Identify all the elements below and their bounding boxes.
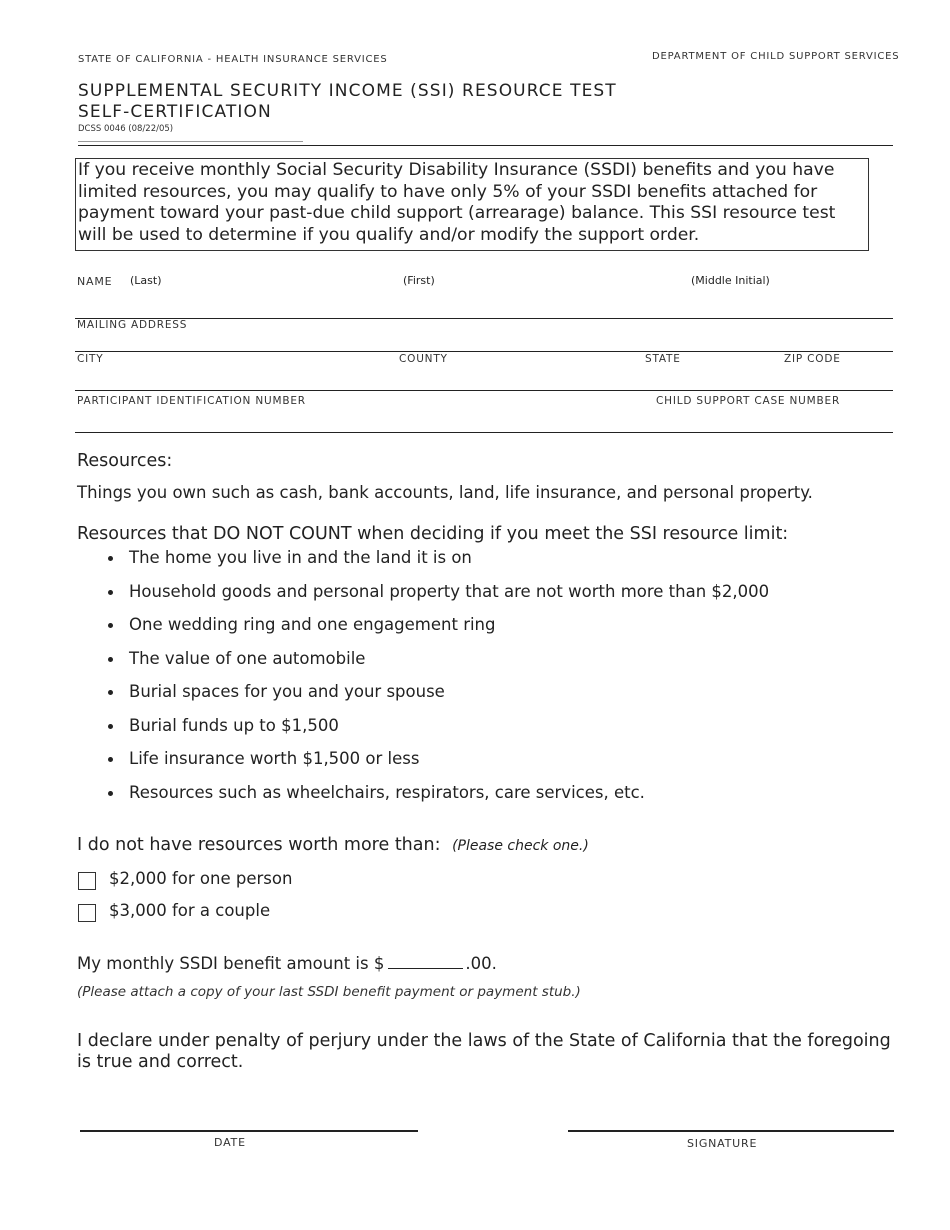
participant-id-label: PARTICIPANT IDENTIFICATION NUMBER [77,395,306,407]
date-label: DATE [214,1136,246,1149]
perjury-declaration: I declare under penalty of perjury under the laws of the State of California that the foregoing is true and correct. [77,1031,891,1072]
one-person-checkbox[interactable] [78,872,96,890]
form-number: DCSS 0046 (08/22/05) [78,124,174,134]
list-item: The value of one automobile [106,648,769,682]
list-item: One wedding ring and one engagement ring [106,614,769,648]
couple-checkbox[interactable] [78,904,96,922]
participant-id-field[interactable] [75,410,645,431]
city-row-underline [75,390,893,391]
case-number-label: CHILD SUPPORT CASE NUMBER [656,395,841,407]
state-label: STATE [645,353,681,365]
title-rule-short [78,141,303,142]
form-title-line1: SUPPLEMENTAL SECURITY INCOME (SSI) RESOURCE TEST [78,81,617,101]
form-title-line2: SELF-CERTIFICATION [78,102,272,122]
certification-statement [77,835,589,855]
certification-statement-text: I do not have resources worth more than: [77,835,441,855]
list-item: The home you live in and the land it is on [106,547,769,581]
exclusions-heading: Resources that DO NOT COUNT when deciding if you meet the SSI resource limit: [77,524,789,544]
title-rule [78,145,893,146]
state-field[interactable] [643,367,781,389]
resources-heading: Resources: [77,451,173,471]
list-item: Household goods and personal property that are not worth more than $2,000 [106,581,769,615]
signature-line [568,1130,894,1132]
list-item: Burial funds up to $1,500 [106,715,769,749]
signature-field[interactable] [568,1108,894,1130]
id-row-underline [75,432,893,433]
last-name-label: (Last) [130,274,162,287]
name-label: NAME [77,275,113,288]
zip-code-field[interactable] [782,367,893,389]
benefit-amount-suffix: .00. [465,954,497,973]
mailing-address-label: MAILING ADDRESS [77,319,188,331]
zip-code-label: ZIP CODE [784,353,841,365]
resources-definition: Things you own such as cash, bank accounts, land, life insurance, and personal property. [77,483,813,502]
name-underline [75,318,893,319]
city-field[interactable] [75,367,393,389]
mailing-address-field[interactable] [75,332,893,350]
list-item: Resources such as wheelchairs, respirators, care services, etc. [106,782,769,816]
mailing-address-underline [75,351,893,352]
attach-stub-note: (Please attach a copy of your last SSDI benefit payment or payment stub.) [77,984,581,1000]
agency-right: DEPARTMENT OF CHILD SUPPORT SERVICES [652,51,900,62]
agency-left: STATE OF CALIFORNIA - HEALTH INSURANCE SERVICES [78,54,388,65]
benefit-amount-line [77,953,497,973]
exclusions-list [106,547,769,815]
county-label: COUNTY [399,353,448,365]
check-one-instruction: (Please check one.) [452,838,589,854]
benefit-amount-input[interactable] [388,953,463,969]
list-item: Burial spaces for you and your spouse [106,681,769,715]
case-number-field[interactable] [650,410,893,431]
middle-initial-label: (Middle Initial) [691,274,770,287]
benefit-amount-prefix: My monthly SSDI benefit amount is $ [77,954,385,973]
list-item: Life insurance worth $1,500 or less [106,748,769,782]
date-field[interactable] [80,1108,418,1130]
couple-option-label: $3,000 for a couple [109,901,271,920]
city-label: CITY [77,353,104,365]
signature-label: SIGNATURE [687,1137,758,1150]
one-person-option-label: $2,000 for one person [109,869,293,888]
name-field[interactable] [75,289,893,317]
first-name-label: (First) [403,274,435,287]
intro-notice-box: If you receive monthly Social Security Disability Insurance (SSDI) benefits and you have limited resources, you may qualify to have only 5% of your SSDI benefits attached for payment toward your past-due child support (arrearage) balance. This SSI resource test will be used to determine if you qualify and/or modify the support order. [75,158,869,251]
county-field[interactable] [397,367,641,389]
date-line [80,1130,418,1132]
